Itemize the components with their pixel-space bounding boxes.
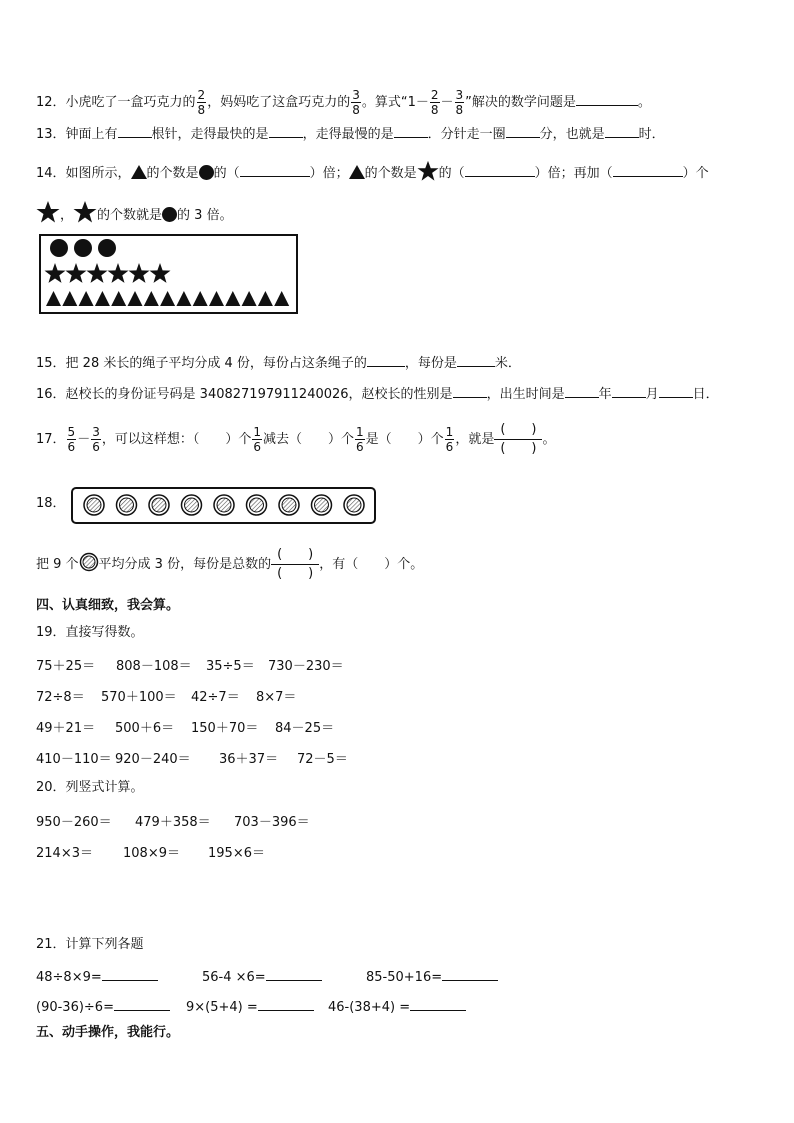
denominator: 6 <box>67 440 76 454</box>
hatched-circle <box>182 495 202 515</box>
numerator: 2 <box>430 88 439 102</box>
q21-problem <box>366 968 498 987</box>
q19-problem: 75＋25＝ <box>36 659 96 674</box>
q14-text-e: 的个数是 <box>364 166 417 181</box>
star-shape <box>66 263 87 283</box>
q21-problem <box>36 998 170 1017</box>
q21-expression: (90-36)÷6= <box>36 1000 114 1015</box>
numerator: 1 <box>356 425 364 439</box>
hatched-circle <box>344 495 364 515</box>
triangle-shape <box>242 291 257 306</box>
q12-text-e: ”解决的数学问题是 <box>465 95 576 110</box>
q21-title: 21．计算下列各题 <box>36 937 144 952</box>
numerator: 3 <box>92 425 100 439</box>
q12-text-b: ，妈妈吃了这盒巧克力的 <box>207 95 351 110</box>
q20-problem: 950－260＝ <box>36 815 112 830</box>
fraction <box>430 88 440 117</box>
question-17 <box>36 420 556 460</box>
fraction <box>67 425 77 454</box>
numerator: 3 <box>352 88 360 102</box>
q17-text-b: ，可以这样想：（ ）个 <box>101 432 252 447</box>
q14-text-f: 的（ <box>438 166 465 181</box>
q19-problem: 36＋37＝ <box>219 752 279 767</box>
star-shape <box>150 263 171 283</box>
fraction <box>351 88 361 117</box>
triangle-shape <box>258 291 273 306</box>
numerator-blank[interactable]: ( ) <box>494 421 542 440</box>
fraction <box>252 425 262 454</box>
triangle-icon <box>349 165 365 179</box>
hatched-circle <box>214 495 234 515</box>
q14-text-d: ）倍； <box>309 166 349 181</box>
q19-problem: 72÷8＝ <box>36 690 85 705</box>
q18-text-c: ，有（ ）个。 <box>319 557 424 572</box>
triangle-shape <box>111 291 126 306</box>
q16-text-c: 年 <box>598 387 612 402</box>
answer-blank[interactable] <box>102 968 158 981</box>
circle-shape <box>98 239 116 257</box>
hatched-circle <box>312 495 332 515</box>
answer-blank[interactable] <box>266 968 322 981</box>
triangle-shape <box>193 291 208 306</box>
denominator: 8 <box>197 103 206 117</box>
q16-text-d: 月 <box>645 387 659 402</box>
question-12 <box>36 88 651 117</box>
answer-blank[interactable] <box>576 93 638 106</box>
answer-blank[interactable] <box>367 354 405 367</box>
answer-fraction-box[interactable] <box>494 421 542 458</box>
q21-expression: 56-4 ×6= <box>202 970 266 985</box>
answer-blank[interactable] <box>605 125 639 138</box>
answer-blank[interactable] <box>258 998 314 1011</box>
q12-text-end: 。 <box>637 95 651 110</box>
q14-text-c: 的（ <box>213 166 240 181</box>
triangle-shape <box>46 291 61 306</box>
q13-text-e: 分，也就是 <box>539 127 605 142</box>
answer-blank[interactable] <box>659 385 693 398</box>
q21-problem <box>202 968 322 987</box>
hatched-circle <box>149 495 169 515</box>
answer-blank[interactable] <box>613 164 683 177</box>
q12-text-d: － <box>440 95 454 110</box>
q19-problem: 500＋6＝ <box>115 721 175 736</box>
numerator-blank[interactable]: ( ) <box>271 546 319 565</box>
q21-problem <box>186 998 314 1017</box>
answer-blank[interactable] <box>442 968 498 981</box>
answer-blank[interactable] <box>506 125 540 138</box>
q18-hatched-circles <box>73 489 374 522</box>
circle-icon <box>162 207 177 222</box>
q16-text-b: ，出生时间是 <box>486 387 565 402</box>
question-14-line2 <box>36 200 233 228</box>
q17-text-e: ，就是 <box>455 432 495 447</box>
denominator: 6 <box>253 440 261 454</box>
q13-text-f: 时． <box>638 127 665 142</box>
q19-problem: 72－5＝ <box>297 752 348 767</box>
answer-blank[interactable] <box>240 164 310 177</box>
numerator: 2 <box>197 88 206 102</box>
star-shape <box>45 263 66 283</box>
triangle-shape <box>144 291 159 306</box>
fraction <box>91 425 101 454</box>
q19-problem: 570＋100＝ <box>101 690 177 705</box>
question-18-number <box>36 495 66 513</box>
hatched-circle <box>117 495 137 515</box>
circle-icon <box>199 165 214 180</box>
q16-text-e: 日． <box>692 387 719 402</box>
star-shape <box>108 263 129 283</box>
q19-problem: 410－110＝ <box>36 752 112 767</box>
q21-problem <box>36 968 158 987</box>
question-15 <box>36 354 521 373</box>
q14-text-h: ）个 <box>682 166 709 181</box>
q19-problem: 42÷7＝ <box>191 690 240 705</box>
question-16 <box>36 385 719 404</box>
question-14 <box>36 160 709 185</box>
q13-text-c: ，走得最慢的是 <box>302 127 394 142</box>
hatched-circle-icon <box>79 552 99 572</box>
q15-text-c: 米． <box>494 356 521 371</box>
triangle-shape <box>79 291 94 306</box>
answer-blank[interactable] <box>118 125 152 138</box>
fraction <box>455 88 465 117</box>
denominator: 6 <box>445 440 454 454</box>
q19-problem: 84－25＝ <box>275 721 335 736</box>
q14-figure <box>39 234 298 314</box>
triangle-shape <box>62 291 77 306</box>
triangle-shape <box>209 291 224 306</box>
q13-text-d: ．分针走一圈 <box>427 127 506 142</box>
circle-shape <box>74 239 92 257</box>
triangle-icon <box>131 165 147 179</box>
q15-text-a: 15．把 28 米长的绳子平均分成 4 份，每份占这条绳子的 <box>36 356 367 371</box>
q17-text-end: 。 <box>542 432 556 447</box>
answer-blank[interactable] <box>394 125 428 138</box>
denominator-blank[interactable]: ( ) <box>277 566 314 581</box>
answer-fraction-box[interactable] <box>271 546 319 583</box>
star-icon <box>36 200 60 224</box>
triangle-shape <box>160 291 175 306</box>
star-icon <box>417 160 439 182</box>
denominator: 6 <box>356 440 364 454</box>
q21-expression: 85-50+16= <box>366 970 443 985</box>
triangle-shape <box>176 291 191 306</box>
q20-problem: 703－396＝ <box>234 815 310 830</box>
answer-blank[interactable] <box>457 354 495 367</box>
hatched-circle <box>279 495 299 515</box>
answer-blank[interactable] <box>410 998 466 1011</box>
q21-expression: 48÷8×9= <box>36 970 102 985</box>
denominator: 6 <box>92 440 100 454</box>
q12-text-c: 。算式“1－ <box>361 95 429 110</box>
q17-text-a: 17． <box>36 432 66 447</box>
q19-problem: 808－108＝ <box>116 659 192 674</box>
denominator-blank[interactable]: ( ) <box>500 441 537 456</box>
fraction <box>355 425 365 454</box>
q19-problem: 730－230＝ <box>268 659 344 674</box>
answer-blank[interactable] <box>565 385 599 398</box>
numerator: 1 <box>445 425 454 439</box>
q12-text-a: 12．小虎吃了一盒巧克力的 <box>36 95 196 110</box>
q19-problem: 8×7＝ <box>256 690 297 705</box>
q19-problem: 150＋70＝ <box>191 721 259 736</box>
q20-problem: 479＋358＝ <box>135 815 211 830</box>
answer-blank[interactable] <box>269 125 303 138</box>
answer-blank[interactable] <box>612 385 646 398</box>
denominator: 8 <box>455 103 464 117</box>
q18-figure <box>71 487 376 524</box>
q20-problem: 195×6＝ <box>208 846 265 861</box>
denominator: 8 <box>352 103 360 117</box>
q14-line2-text-a: ， <box>60 208 74 223</box>
q14-shapes <box>41 236 296 312</box>
question-18-text <box>36 545 423 585</box>
section-5-heading: 五、动手操作，我能行。 <box>36 1025 180 1040</box>
q14-line2-text-b: 的个数就是 <box>97 208 163 223</box>
question-13 <box>36 125 665 144</box>
triangle-shape <box>95 291 110 306</box>
numerator: 3 <box>455 88 464 102</box>
q21-expression: 46-(38+4) = <box>328 1000 411 1015</box>
q21-problem <box>328 998 466 1017</box>
q14-text-b: 的个数是 <box>146 166 199 181</box>
q20-problem: 108×9＝ <box>123 846 180 861</box>
q19-title: 19．直接写得数。 <box>36 625 144 640</box>
q13-text-a: 13．钟面上有 <box>36 127 118 142</box>
q21-expression: 9×(5+4) = <box>186 1000 258 1015</box>
hatched-circle <box>247 495 267 515</box>
numerator: 5 <box>67 425 76 439</box>
triangle-shape <box>128 291 143 306</box>
q19-problem: 920－240＝ <box>115 752 191 767</box>
q14-text-a: 14．如图所示， <box>36 166 131 181</box>
q18-text-b: 平均分成 3 份，每份是总数的 <box>98 557 272 572</box>
q14-text-g: ）倍；再加（ <box>534 166 613 181</box>
star-icon <box>73 200 97 224</box>
q17-text-d: 是（ ）个 <box>365 432 444 447</box>
section-4-heading: 四、认真细致，我会算。 <box>36 598 180 613</box>
q14-line2-text-c: 的 3 倍。 <box>177 208 233 223</box>
numerator: 1 <box>253 425 261 439</box>
q18-number: 18． <box>36 496 66 511</box>
q20-title: 20．列竖式计算。 <box>36 780 144 795</box>
answer-blank[interactable] <box>465 164 535 177</box>
q15-text-b: ，每份是 <box>404 356 457 371</box>
fraction <box>445 425 455 454</box>
answer-blank[interactable] <box>114 998 170 1011</box>
star-shape <box>87 263 108 283</box>
fraction <box>197 88 207 117</box>
circle-shape <box>50 239 68 257</box>
q19-problem: 49＋21＝ <box>36 721 96 736</box>
q17-text-c: 减去（ ）个 <box>263 432 355 447</box>
q16-text-a: 16．赵校长的身份证号码是 340827197911240026，赵校长的性别是 <box>36 387 453 402</box>
q18-text-a: 把 9 个 <box>36 557 79 572</box>
hatched-circle <box>84 495 104 515</box>
star-shape <box>129 263 150 283</box>
q13-text-b: 根针，走得最快的是 <box>151 127 269 142</box>
q19-problem: 35÷5＝ <box>206 659 255 674</box>
answer-blank[interactable] <box>453 385 487 398</box>
q20-problem: 214×3＝ <box>36 846 93 861</box>
triangle-shape <box>274 291 289 306</box>
triangle-shape <box>225 291 240 306</box>
q17-minus: － <box>77 432 91 447</box>
denominator: 8 <box>430 103 439 117</box>
